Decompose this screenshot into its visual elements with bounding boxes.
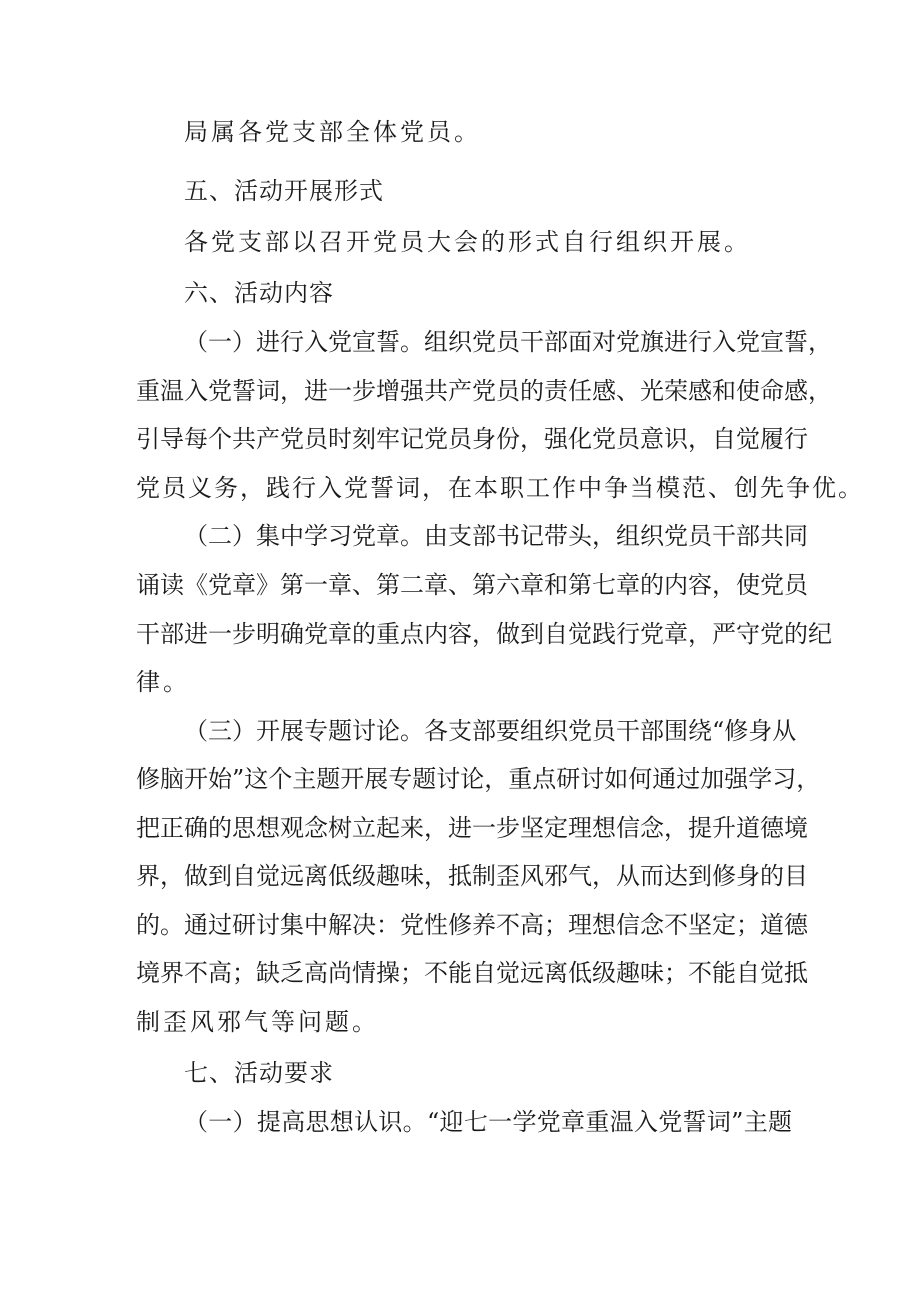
section-7-heading: 七、活动要求 [184, 1059, 334, 1087]
item-1-line: 引导每个共产党员时刻牢记党员身份，强化党员意识，自觉履行 [136, 425, 808, 453]
item-3-line: 修脑开始”这个主题开展专题讨论，重点研讨如何通过加强学习， [136, 765, 821, 793]
item-2-line: 诵读《党章》第一章、第二章、第六章和第七章的内容，使党员 [136, 571, 808, 599]
item-3-line: 的。通过研讨集中解决：党性修养不高；理想信念不坚定；道德 [136, 911, 808, 939]
item-1-line: 党员义务，践行入党誓词，在本职工作中争当模范、创先争优。 [136, 474, 864, 502]
intro-line: 局属各党支部全体党员。 [184, 118, 481, 146]
item-2-line: 干部进一步明确党章的重点内容，做到自觉践行党章，严守党的纪 [136, 620, 832, 648]
section-5-heading: 五、活动开展形式 [184, 177, 384, 205]
section-7-item-1-line: （一）提高思想认识。“迎七一学党章重温入党誓词”主题 [184, 1108, 792, 1136]
item-1-line: 重温入党誓词，进一步增强共产党员的责任感、光荣感和使命感， [136, 377, 832, 405]
item-3-line: 把正确的思想观念树立起来，进一步坚定理想信念，提升道德境 [136, 814, 808, 842]
item-1-line: （一）进行入党宣誓。组织党员干部面对党旗进行入党宣誓， [184, 328, 832, 356]
item-3-line: （三）开展专题讨论。各支部要组织党员干部围绕“修身从 [184, 717, 797, 745]
section-5-text: 各党支部以召开党员大会的形式自行组织开展。 [184, 228, 751, 256]
item-3-line: 制歪风邪气等问题。 [136, 1008, 379, 1036]
item-2-line: 律。 [136, 668, 190, 696]
section-6-heading: 六、活动内容 [184, 279, 334, 307]
item-3-line: 境界不高；缺乏高尚情操；不能自觉远离低级趣味；不能自觉抵 [136, 959, 808, 987]
item-3-line: 界，做到自觉远离低级趣味，抵制歪风邪气，从而达到修身的目 [136, 862, 808, 890]
item-2-line: （二）集中学习党章。由支部书记带头，组织党员干部共同 [184, 522, 808, 550]
